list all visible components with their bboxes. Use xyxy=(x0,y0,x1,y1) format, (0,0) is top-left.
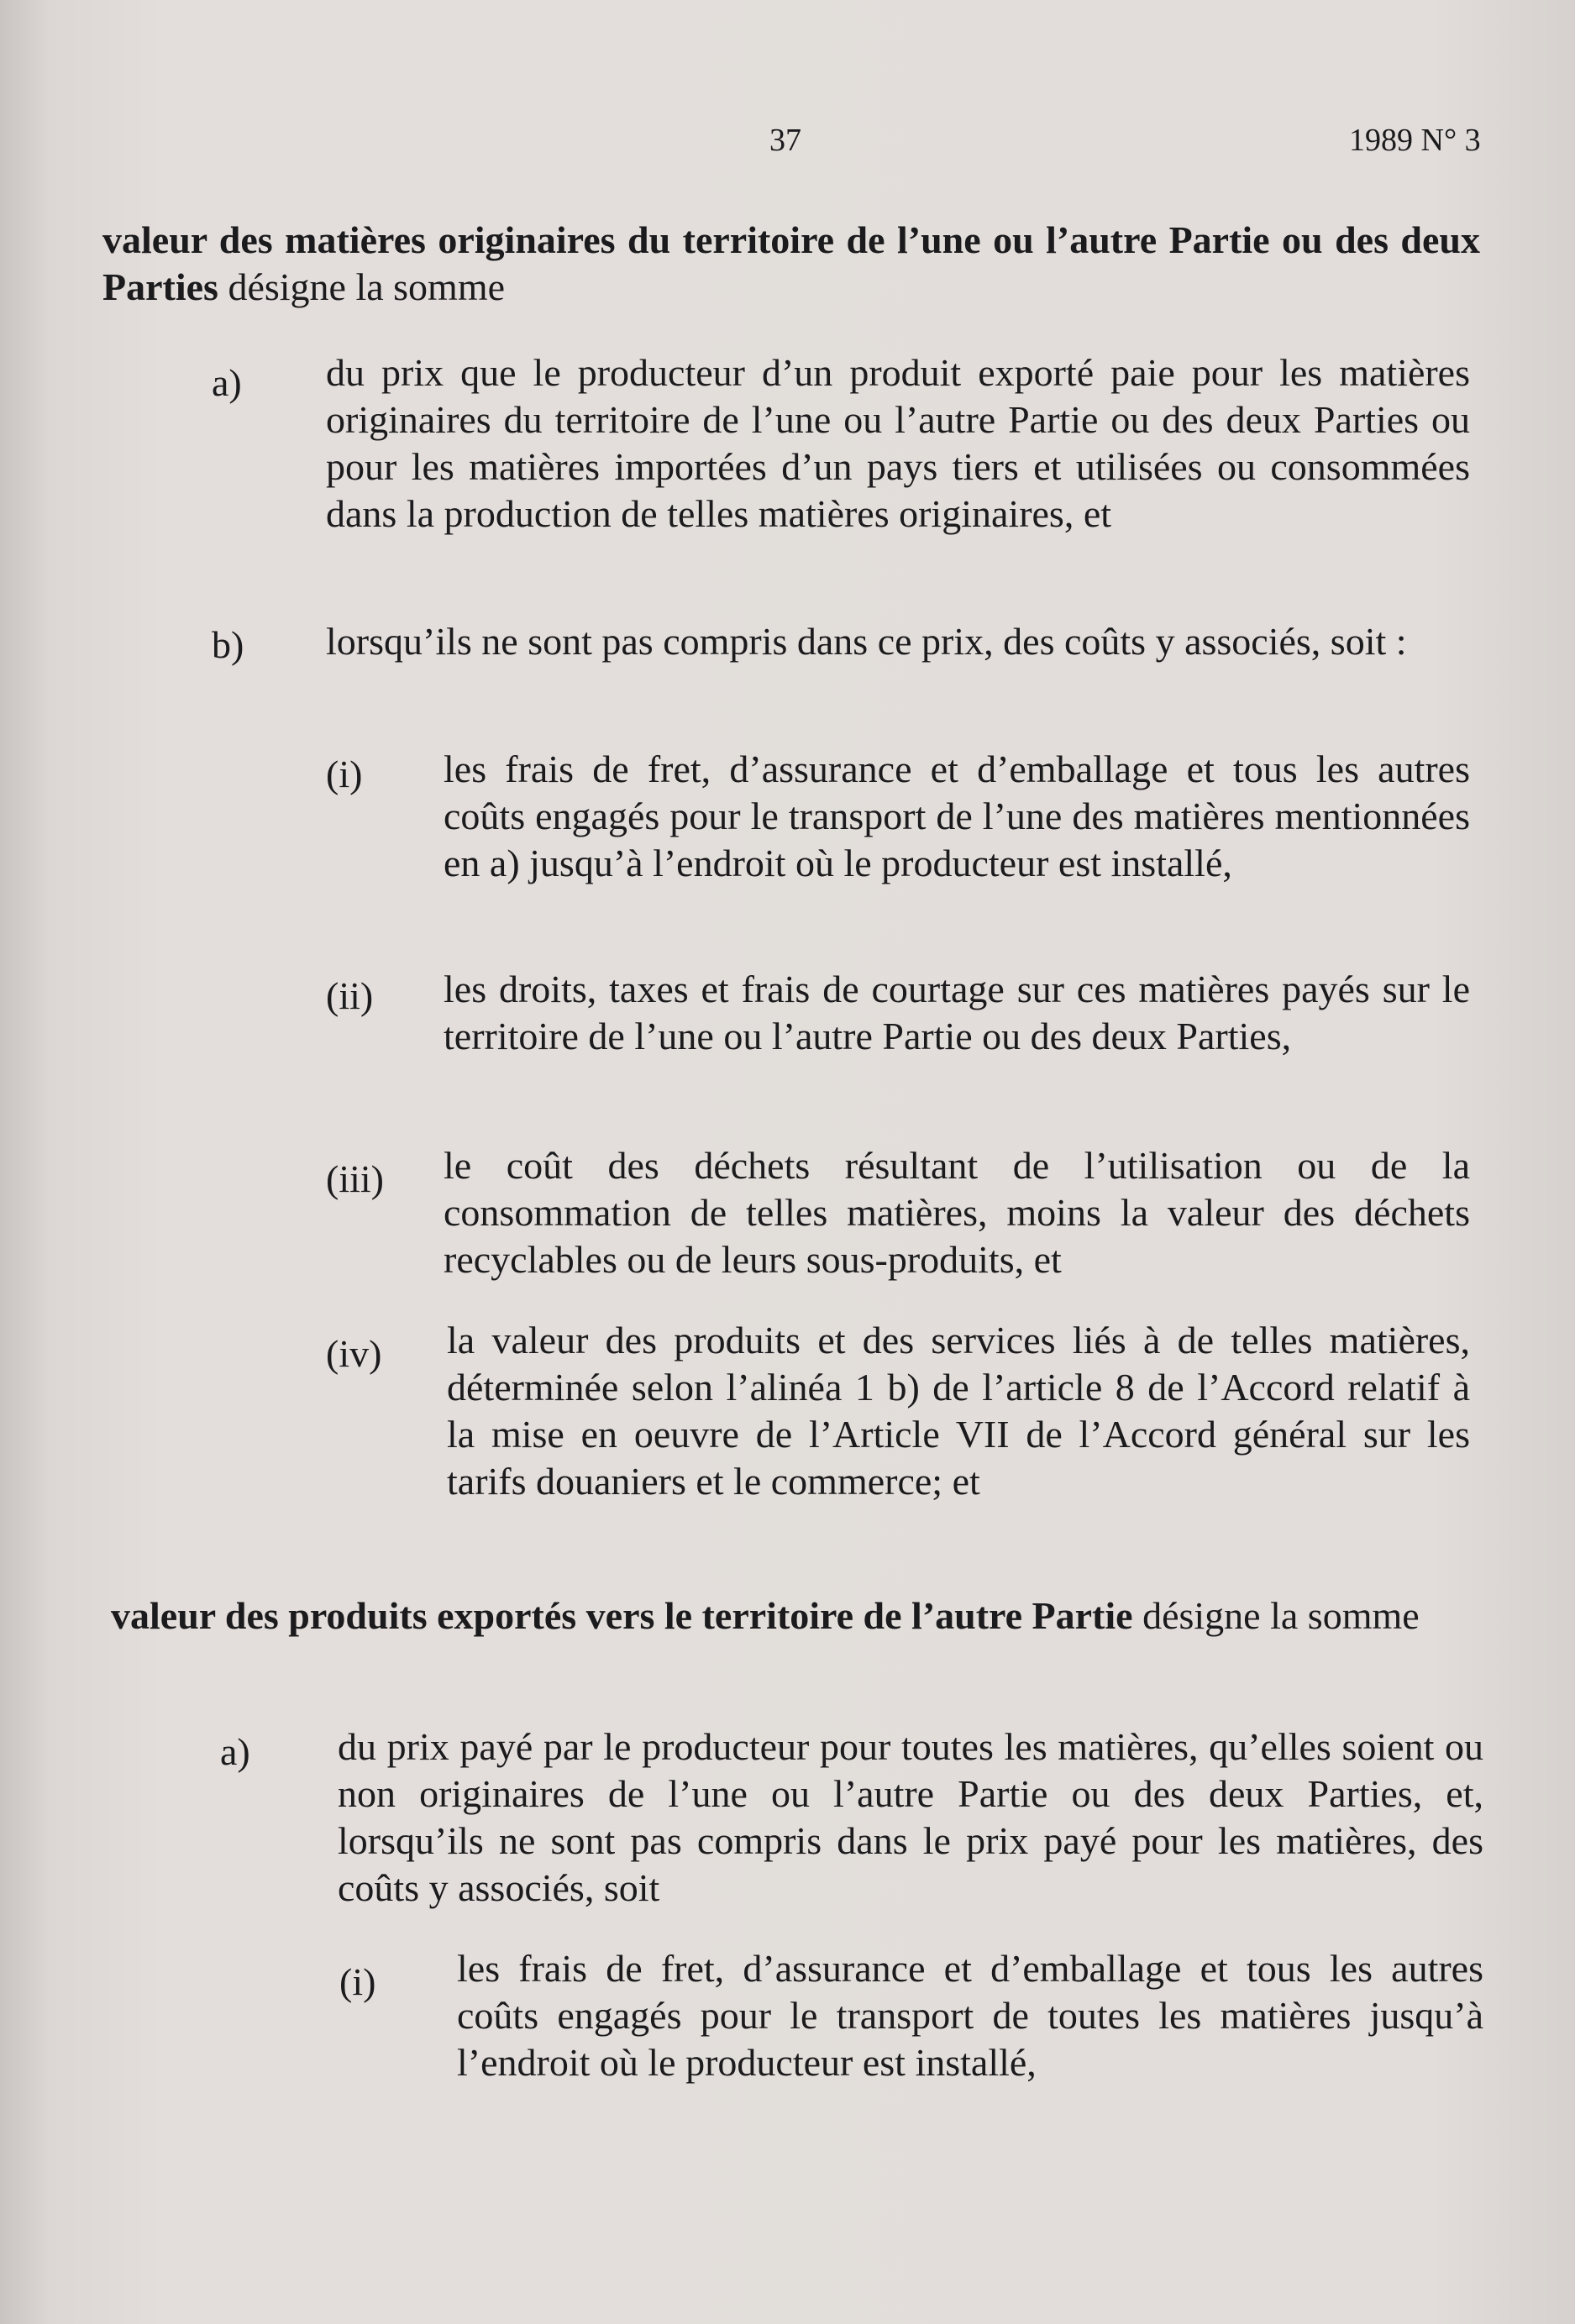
definition-1-item-b-label: b) xyxy=(212,623,244,666)
definition-2-heading xyxy=(111,1592,1480,1639)
definition-2-intro: désigne la somme xyxy=(1132,1594,1420,1637)
definition-1-item-b-text: lorsqu’ils ne sont pas compris dans ce prix, des coûts y associés, soit : xyxy=(326,620,1407,663)
definition-1-intro: désigne la somme xyxy=(218,265,506,308)
definition-1-subitem-iv-text: la valeur des produits et des services liés à de telles matières, déterminée selon l’alinéa 1 b) de l’article 8 de l’Accord relatif à la mise en oeuvre de l’Article VII de l’Accord général sur les tarifs douaniers et le commerce; et xyxy=(447,1319,1470,1503)
page-number: 37 xyxy=(769,123,801,158)
definition-2-subitem-i-label: (i) xyxy=(339,1960,376,2003)
definition-1-subitem-ii-label: (ii) xyxy=(326,974,374,1017)
definition-2-term: valeur des produits exportés vers le territoire de l’autre Partie xyxy=(111,1594,1133,1637)
definition-2-item-a-label: a) xyxy=(220,1730,250,1773)
definition-1-subitem-iv-label: (iv) xyxy=(326,1332,382,1375)
definition-1-subitem-i-text: les frais de fret, d’assurance et d’emballage et tous les autres coûts engagés pour le transport de l’une des matières mentionnées en a) jusqu’à l’endroit où le producteur est installé, xyxy=(444,748,1470,884)
definition-2-subitem-i-text: les frais de fret, d’assurance et d’emballage et tous les autres coûts engagés pour le transport de toutes les matières jusqu’à l’endroit où le producteur est installé, xyxy=(457,1947,1483,2084)
definition-1-subitem-ii-text: les droits, taxes et frais de courtage sur ces matières payés sur le territoire de l’une ou l’autre Partie ou des deux Parties, xyxy=(444,968,1470,1057)
definition-1-term: valeur des matières originaires du territoire de l’une ou l’autre Partie ou des deux Parties xyxy=(102,218,1480,308)
document-reference: 1989 N° 3 xyxy=(1349,123,1481,158)
definition-1-subitem-i-label: (i) xyxy=(326,753,363,795)
definition-2-item-a-text: du prix payé par le producteur pour toutes les matières, qu’elles soient ou non originaires de l’une ou l’autre Partie ou des deux Parties, et, lorsqu’ils ne sont pas compris dans le prix payé pour les matières, des coûts y associés, soit xyxy=(338,1725,1483,1909)
definition-1-subitem-iii-label: (iii) xyxy=(326,1157,384,1200)
definition-1-item-a-text: du prix que le producteur d’un produit exporté paie pour les matières originaires du territoire de l’une ou l’autre Partie ou des deux Parties ou pour les matières importées d’un pays tiers et utilisées ou consommées dans la production de telles matières originaires, et xyxy=(326,351,1470,535)
definition-1-heading xyxy=(102,217,1480,311)
definition-1-item-a-label: a) xyxy=(212,361,242,404)
definition-1-subitem-iii-text: le coût des déchets résultant de l’utilisation ou de la consommation de telles matières, moins la valeur des déchets recyclables ou de leurs sous-produits, et xyxy=(444,1144,1470,1281)
